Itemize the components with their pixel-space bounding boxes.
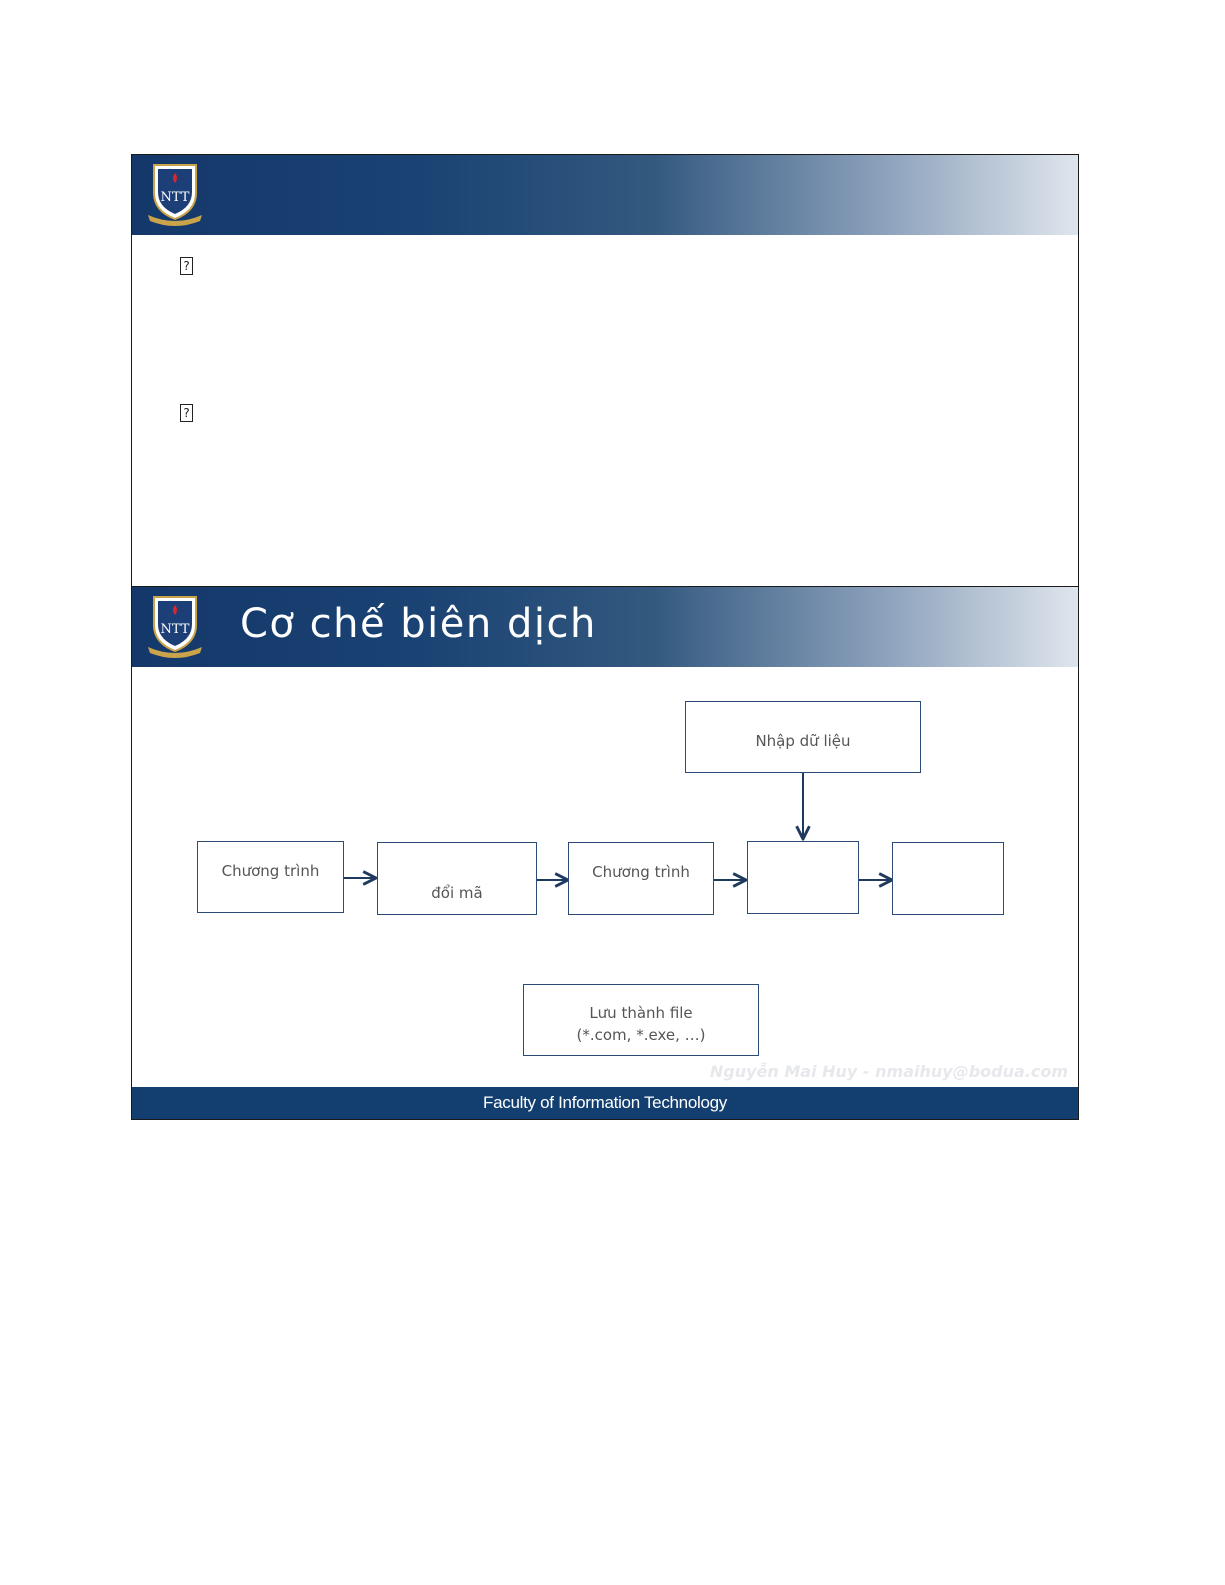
slide-2 <box>131 586 1079 1120</box>
slide-title: Cơ chế biên dịch <box>240 601 597 647</box>
box-label: Chương trình <box>592 863 690 881</box>
missing-glyph-icon: ? <box>180 404 193 422</box>
slide-header <box>132 155 1078 235</box>
watermark: Nguyễn Mai Huy - nmaihuy@bodua.com <box>709 1062 1068 1081</box>
footer: Faculty of Information Technology <box>132 1087 1078 1119</box>
box-label: Chương trình <box>221 862 320 880</box>
box-result <box>892 842 1004 915</box>
box-convert <box>377 842 537 915</box>
missing-glyph-icon: ? <box>180 257 193 275</box>
box-source-program <box>197 841 344 913</box>
box-label: đổi mã <box>431 884 483 902</box>
box-label: Lưu thành file <box>589 1004 693 1022</box>
svg-text:NTT: NTT <box>160 622 190 637</box>
box-input-data <box>685 701 921 773</box>
box-label: Nhập dữ liệu <box>755 732 851 750</box>
box-save-file <box>523 984 759 1056</box>
box-label: (*.com, *.exe, …) <box>576 1026 706 1044</box>
box-target-program <box>568 842 714 915</box>
university-logo <box>142 159 208 231</box>
box-execute <box>747 841 859 914</box>
svg-text:NTT: NTT <box>160 190 190 205</box>
slide-1 <box>131 154 1079 588</box>
